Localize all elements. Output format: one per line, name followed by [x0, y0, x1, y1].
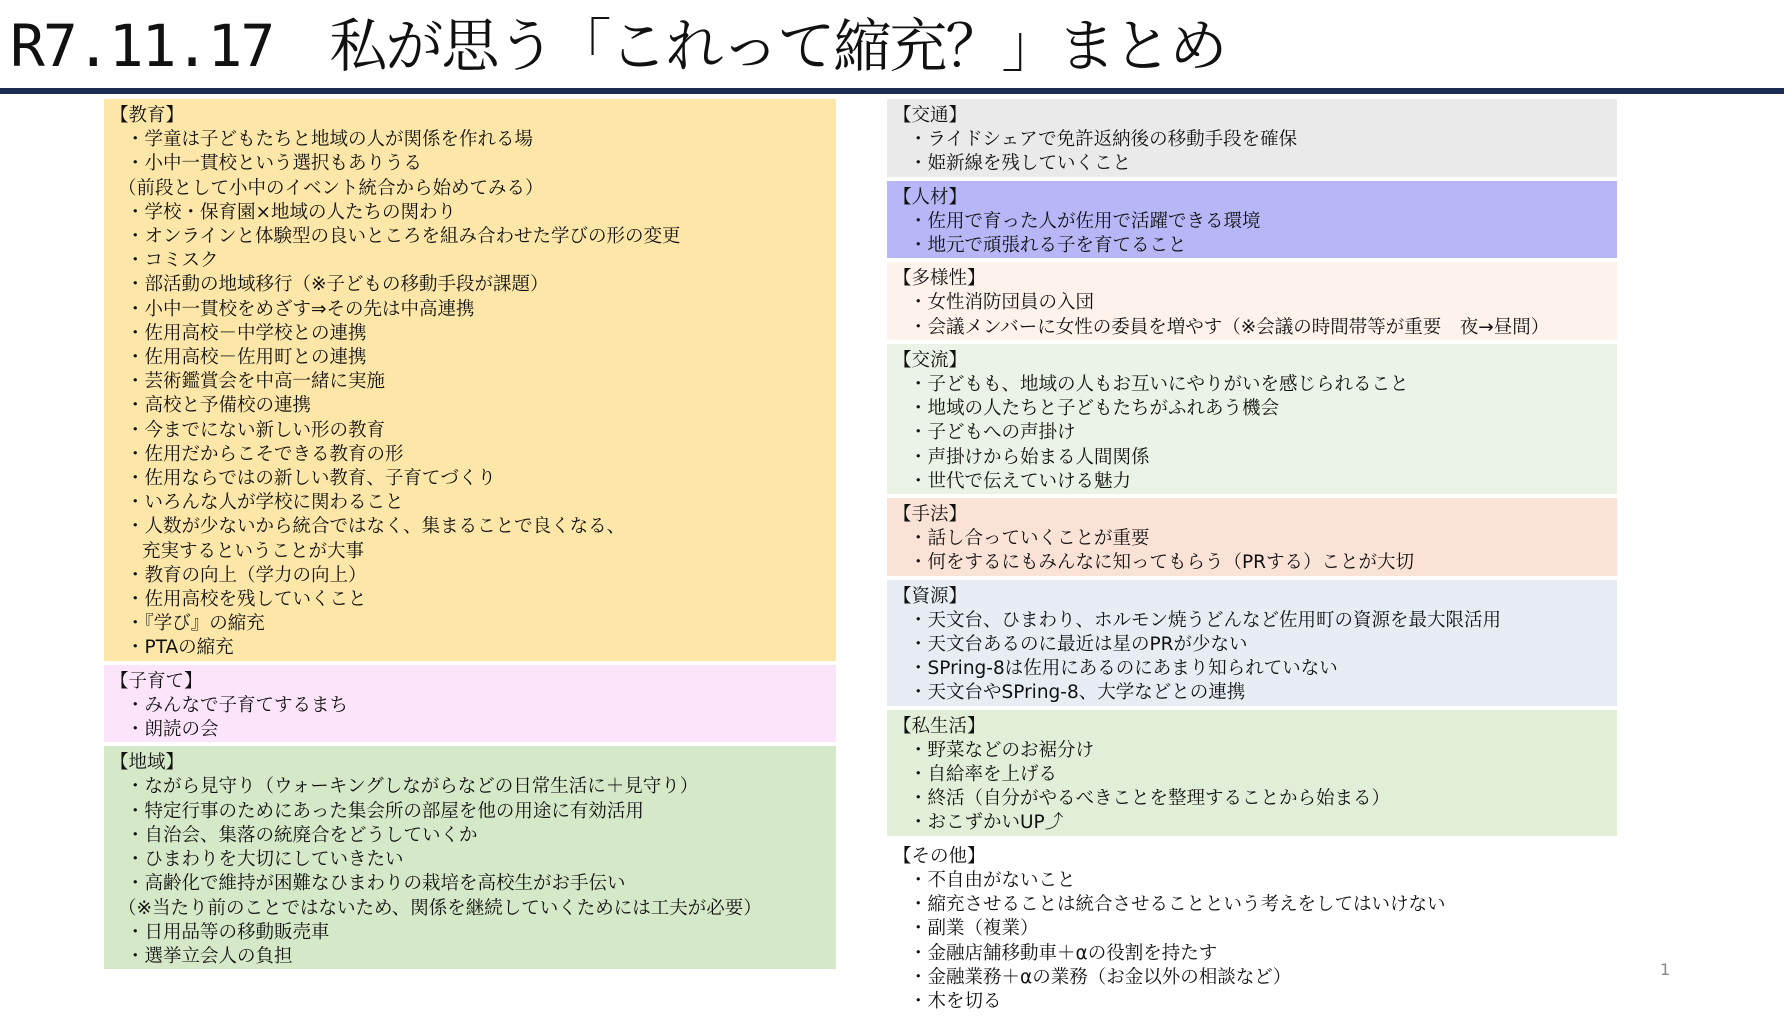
- title-underline: [0, 88, 1784, 94]
- list-item: ・いろんな人が学校に関わること: [126, 492, 404, 514]
- list-item: ・オンラインと体験型の良いところを組み合わせた学びの形の変更: [126, 226, 681, 248]
- list-item: ・『学び』の縮充: [126, 613, 265, 635]
- list-item: ・学童は子どもたちと地域の人が関係を作れる場: [126, 129, 534, 151]
- list-item: ・選挙立会人の負担: [126, 945, 293, 967]
- section-heading: 【多様性】: [893, 268, 986, 290]
- list-item: ・縮充させることは統合させることという考えをしてはいけない: [909, 894, 1446, 916]
- section-heading: 【交通】: [893, 105, 968, 126]
- section-diversity: [887, 262, 1617, 340]
- list-item: ・金融店舗移動車＋αの役割を持たす: [909, 942, 1218, 964]
- list-item: ・ながら見守り（ウォーキングしながらなどの日常生活に＋見守り）: [126, 776, 699, 798]
- list-item: ・佐用高校－中学校との連携: [126, 322, 367, 344]
- list-item: ・金融業務＋αの業務（お金以外の相談など）: [909, 966, 1292, 988]
- list-item: ・高校と予備校の連携: [126, 395, 312, 417]
- right-column: [887, 99, 1617, 1018]
- list-item: ・コミスク: [126, 250, 219, 272]
- list-item: ・佐用で育った人が佐用で活躍できる環境: [909, 210, 1261, 232]
- list-item: ・小中一貫校という選択もありうる: [126, 153, 423, 175]
- list-item: （前段として小中のイベント統合から始めてみる）: [118, 177, 544, 199]
- left-column: [104, 99, 836, 973]
- section-heading: 【地域】: [110, 752, 185, 774]
- list-item: ・野菜などのお裾分け: [909, 739, 1095, 761]
- section-heading: 【人材】: [893, 186, 968, 208]
- list-item: ・PTAの縮充: [126, 637, 234, 659]
- page-title: R7.11.17 私が思う「これって縮充？」まとめ: [10, 12, 1226, 80]
- list-item: ・ひまわりを大切にしていきたい: [126, 849, 404, 871]
- list-item: ・佐用高校－佐用町との連携: [126, 347, 367, 369]
- section-resources: [887, 580, 1617, 706]
- section-method: [887, 498, 1617, 576]
- section-talent: [887, 181, 1617, 259]
- list-item: ・終活（自分がやるべきことを整理することから始まる）: [909, 788, 1391, 810]
- section-heading: 【教育】: [110, 105, 185, 126]
- list-item: ・天文台やSPring-8、大学などとの連携: [909, 682, 1246, 704]
- list-item: ・佐用だからこそできる教育の形: [126, 443, 404, 465]
- list-item: ・佐用高校を残していくこと: [126, 589, 367, 611]
- section-region: [104, 746, 836, 969]
- list-item: ・みんなで子育てするまち: [126, 694, 349, 716]
- list-item: ・今までにない新しい形の教育: [126, 419, 386, 441]
- list-item: 充実するということが大事: [142, 540, 365, 562]
- list-item: ・自給率を上げる: [909, 764, 1058, 786]
- list-item: ・人数が少ないから統合ではなく、集まることで良くなる、: [126, 516, 626, 538]
- section-heading: 【私生活】: [893, 715, 986, 737]
- list-item: ・佐用ならではの新しい教育、子育てづくり: [126, 468, 496, 490]
- list-item: ・子どもも、地域の人もお互いにやりがいを感じられること: [909, 374, 1409, 396]
- list-item: ・教育の向上（学力の向上）: [126, 564, 367, 586]
- list-item: ・姫新線を残していくこと: [909, 153, 1132, 175]
- section-heading: 【子育て】: [110, 670, 203, 692]
- list-item: ・副業（複業）: [909, 918, 1039, 940]
- list-item: ・話し合っていくことが重要: [909, 528, 1150, 550]
- list-item: ・会議メンバーに女性の委員を増やす（※会議の時間帯等が重要 夜→昼間）: [909, 316, 1550, 338]
- section-heading: 【手法】: [893, 504, 968, 526]
- list-item: ・女性消防団員の入団: [909, 292, 1095, 314]
- list-item: ・声掛けから始まる人間関係: [909, 446, 1150, 468]
- list-item: ・木を切る: [909, 990, 1002, 1012]
- section-exchange: [887, 344, 1617, 494]
- list-item: ・地元で頑張れる子を育てること: [909, 235, 1187, 257]
- page-number: 1: [1660, 960, 1671, 979]
- section-transport: [887, 99, 1617, 177]
- list-item: ・学校・保育園×地域の人たちの関わり: [126, 201, 457, 223]
- section-childcare: [104, 665, 836, 743]
- list-item: ・特定行事のためにあった集会所の部屋を他の用途に有効活用: [126, 800, 644, 822]
- list-item: ・おこずかいUP⤴: [909, 812, 1064, 834]
- list-item: （※当たり前のことではないため、関係を継続していくためには工夫が必要）: [118, 897, 762, 919]
- section-heading: 【資源】: [893, 585, 968, 607]
- list-item: ・天文台、ひまわり、ホルモン焼うどんなど佐用町の資源を最大限活用: [909, 609, 1502, 631]
- section-private_life: [887, 710, 1617, 836]
- section-other: [887, 840, 1617, 1014]
- section-heading: 【交流】: [893, 349, 968, 371]
- list-item: ・子どもへの声掛け: [909, 422, 1076, 444]
- list-item: ・世代で伝えていける魅力: [909, 470, 1132, 492]
- list-item: ・芸術鑑賞会を中高一緒に実施: [126, 371, 386, 393]
- list-item: ・何をするにもみんなに知ってもらう（PRする）ことが大切: [909, 552, 1415, 574]
- list-item: ・小中一貫校をめざす⇒その先は中高連携: [126, 298, 475, 320]
- list-item: ・ライドシェアで免許返納後の移動手段を確保: [909, 129, 1298, 151]
- list-item: ・日用品等の移動販売車: [126, 921, 330, 943]
- list-item: ・不自由がないこと: [909, 869, 1076, 891]
- section-education: [104, 99, 836, 661]
- list-item: ・天文台あるのに最近は星のPRが少ない: [909, 634, 1248, 656]
- section-heading: 【その他】: [893, 845, 986, 867]
- list-item: ・地域の人たちと子どもたちがふれあう機会: [909, 398, 1280, 420]
- list-item: ・朗読の会: [126, 719, 219, 741]
- list-item: ・部活動の地域移行（※子どもの移動手段が課題）: [126, 274, 549, 296]
- list-item: ・高齢化で維持が困難なひまわりの栽培を高校生がお手伝い: [126, 873, 626, 895]
- list-item: ・SPring-8は佐用にあるのにあまり知られていない: [909, 658, 1338, 680]
- list-item: ・自治会、集落の統廃合をどうしていくか: [126, 824, 478, 846]
